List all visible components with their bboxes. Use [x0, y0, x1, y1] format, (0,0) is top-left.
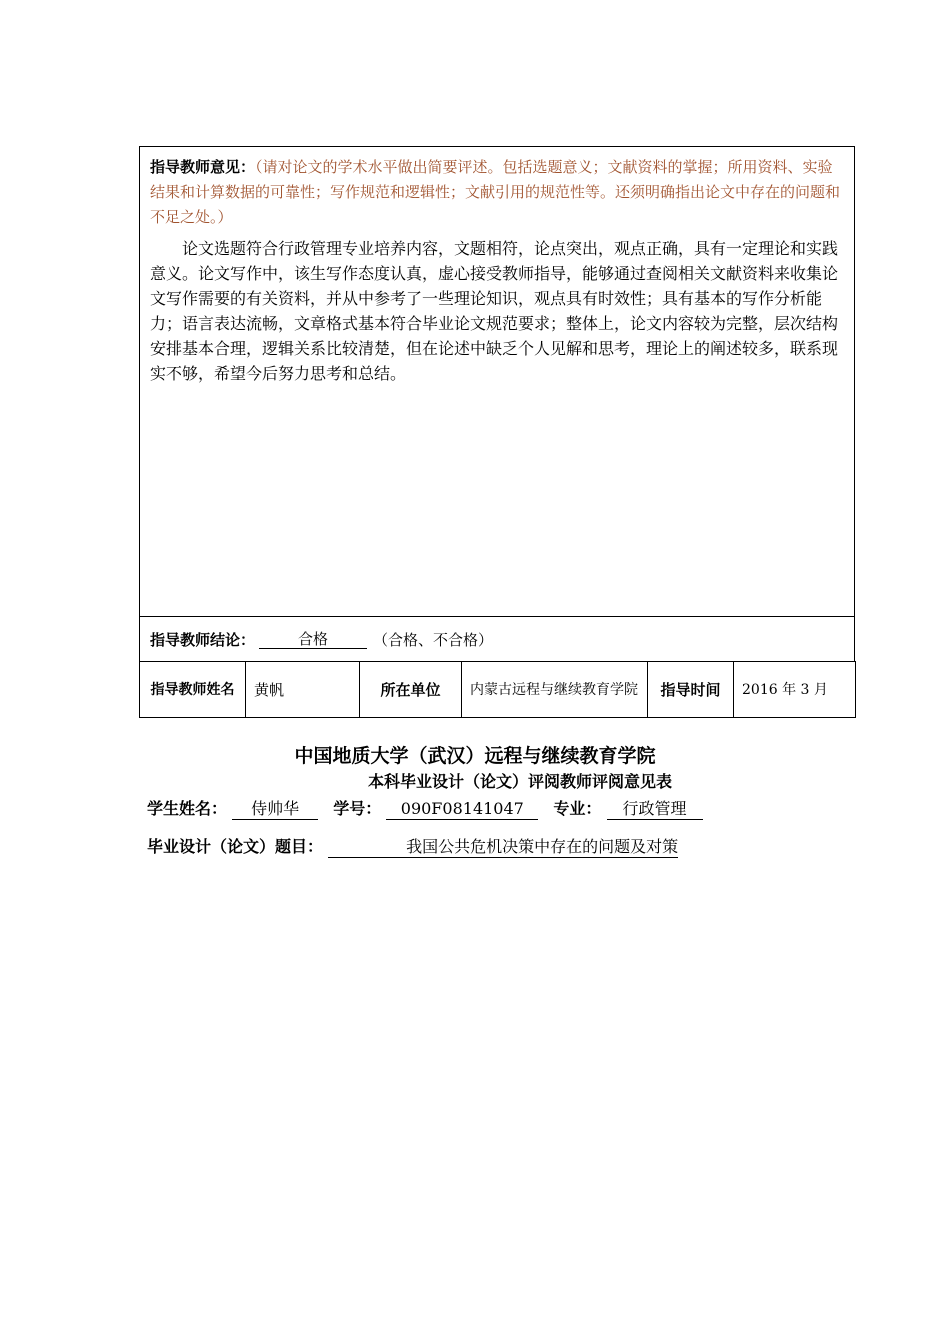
advisor-conclusion-row — [139, 616, 855, 662]
advisor-name-value: 黄帆 — [246, 662, 360, 718]
opinion-hint: （请对论文的学术水平做出简要评述。包括选题意义；文献资料的掌握；所用资料、实验结果和计算数据的可靠性；写作规范和逻辑性；文献引用的规范性等。还须明确指出论文中存在的问题和不足之处。） — [150, 158, 841, 226]
advisor-name-label: 指导教师姓名 — [140, 662, 246, 718]
thesis-title-line — [147, 834, 678, 858]
major-value: 行政管理 — [607, 799, 703, 820]
opinion-label: 指导教师意见： — [150, 158, 256, 176]
advisor-info-table — [139, 661, 856, 718]
unit-value: 内蒙古远程与继续教育学院 — [462, 662, 648, 718]
conclusion-label: 指导教师结论： — [150, 630, 256, 649]
student-id-value: 090F08141047 — [386, 799, 538, 820]
guidance-time-label: 指导时间 — [648, 662, 734, 718]
student-name-value: 侍帅华 — [232, 799, 318, 820]
opinion-body: 论文选题符合行政管理专业培养内容，文题相符，论点突出，观点正确，具有一定理论和实践意义。论文写作中，该生写作态度认真，虚心接受教师指导，能够通过查阅相关文献资料来收集论文写作需要的有关资料，并从中参考了一些理论知识，观点具有时效性；具有基本的写作分析能力；语言表达流畅，文章格式基本符合毕业论文规范要求；整体上，论文内容较为完整，层次结构安排基本合理，逻辑关系比较清楚，但在论述中缺乏个人见解和思考，理论上的阐述较多，联系现实不够，希望今后努力思考和总结。 — [150, 239, 839, 383]
conclusion-hint: （合格、不合格） — [373, 630, 494, 649]
opinion-heading — [150, 155, 844, 230]
student-name-label: 学生姓名： — [147, 799, 228, 818]
student-id-label: 学号： — [333, 799, 382, 818]
advisor-opinion-box — [139, 146, 855, 616]
student-info-line — [147, 796, 703, 820]
thesis-title-label: 毕业设计（论文）题目： — [147, 837, 324, 856]
table-row — [140, 662, 856, 718]
major-label: 专业： — [553, 799, 602, 818]
thesis-title-value: 我国公共危机决策中存在的问题及对策 — [328, 837, 678, 858]
form-title: 中国地质大学（武汉）远程与继续教育学院 — [294, 745, 656, 767]
guidance-time-value: 2016 年 3 月 — [734, 662, 856, 718]
form-subtitle: 本科毕业设计（论文）评阅教师评阅意见表 — [367, 772, 672, 791]
conclusion-value: 合格 — [259, 630, 367, 649]
unit-label: 所在单位 — [360, 662, 462, 718]
